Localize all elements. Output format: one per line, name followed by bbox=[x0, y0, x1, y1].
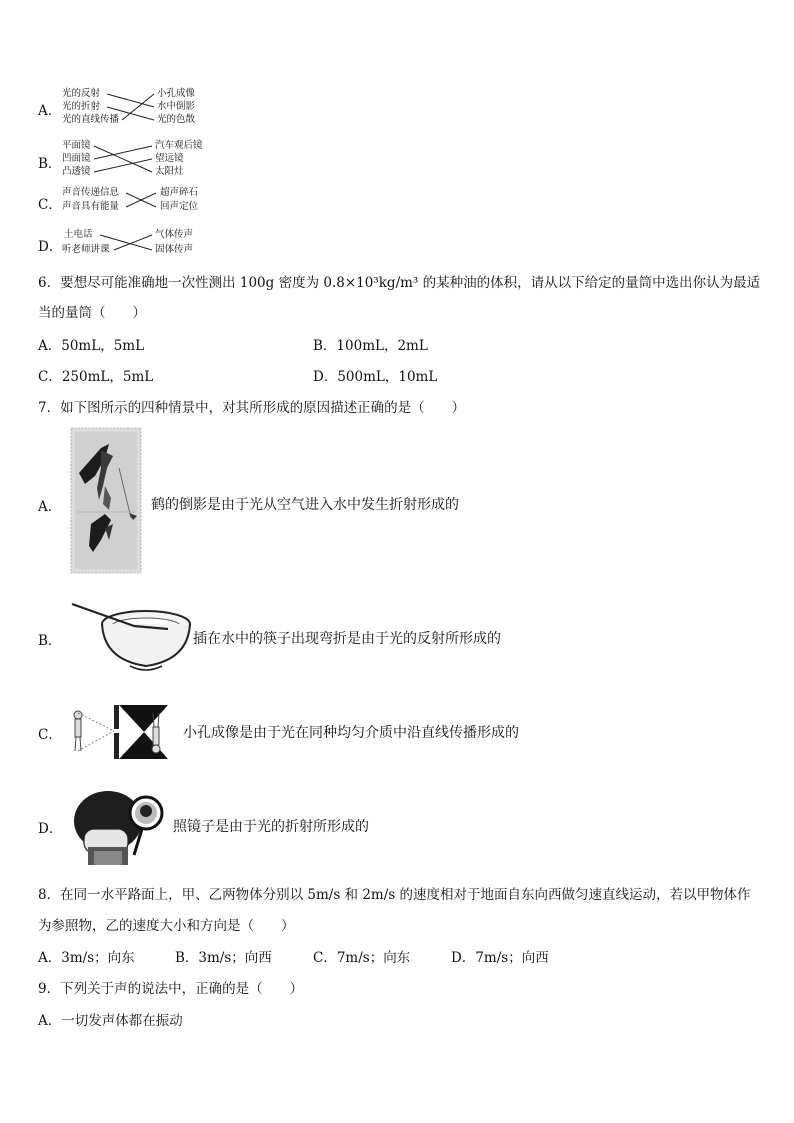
q7-option-c-text: 小孔成像是由于光在同种均匀介质中沿直线传播形成的 bbox=[183, 725, 519, 741]
match-left-item: 凹面镜 bbox=[62, 153, 91, 164]
q7-option-a-letter: A． bbox=[38, 499, 62, 515]
match-left-item: 光的折射 bbox=[62, 101, 101, 112]
match-right-item: 超声碎石 bbox=[160, 187, 199, 198]
q7-option-b-text: 插在水中的筷子出现弯折是由于光的反射所形成的 bbox=[193, 631, 501, 647]
option-letter: A． bbox=[38, 103, 62, 119]
q6-stem-line1: 6．要想尽可能准确地一次性测出 100g 密度为 0.8×10³kg/m³ 的某种油的体积，请从以下给定的量筒中选出你认为最适 bbox=[38, 275, 761, 291]
option-letter: B． bbox=[38, 156, 62, 172]
match-right-item: 固体传声 bbox=[155, 244, 194, 255]
pinhole-camera-image bbox=[70, 703, 170, 763]
q7-option-c-letter: C． bbox=[38, 727, 62, 743]
match-left-item: 声音传递信息 bbox=[62, 187, 120, 198]
q8-option-a: A．3m/s；向东 bbox=[38, 950, 135, 966]
q8-option-b: B．3m/s；向西 bbox=[175, 950, 272, 966]
q7-option-d-letter: D． bbox=[38, 821, 63, 837]
match-right-item: 太阳灶 bbox=[155, 166, 184, 177]
match-right-item: 气体传声 bbox=[155, 229, 194, 240]
match-left-item: 平面镜 bbox=[62, 140, 91, 151]
q9-option-a: A．一切发声体都在振动 bbox=[38, 1013, 183, 1029]
match-right-item: 回声定位 bbox=[160, 201, 199, 212]
q7-stem: 7．如下图所示的四种情景中，对其所形成的原因描述正确的是（ ） bbox=[38, 400, 466, 416]
match-left-item: 土电话 bbox=[64, 229, 93, 240]
q6-option-c: C．250mL，5mL bbox=[38, 369, 154, 385]
match-left-item: 凸透镜 bbox=[62, 166, 91, 177]
mirror-girl-image bbox=[68, 785, 168, 865]
q6-stem-line2: 当的量筒（ ） bbox=[38, 305, 146, 321]
q7-option-b-letter: B． bbox=[38, 633, 62, 649]
q8-option-d: D．7m/s；向西 bbox=[451, 950, 549, 966]
match-left-item: 光的直线传播 bbox=[62, 114, 120, 125]
q6-option-d: D．500mL，10mL bbox=[313, 369, 438, 385]
bowl-chopstick-image bbox=[68, 602, 193, 677]
match-lines bbox=[0, 0, 794, 270]
match-left-item: 听老师讲课 bbox=[62, 244, 110, 255]
q9-stem: 9．下列关于声的说法中，正确的是（ ） bbox=[38, 981, 304, 997]
q8-option-c: C．7m/s；向东 bbox=[313, 950, 411, 966]
match-right-item: 小孔成像 bbox=[157, 88, 196, 99]
q7-option-a-text: 鹤的倒影是由于光从空气进入水中发生折射形成的 bbox=[151, 497, 459, 513]
crane-reflection-image bbox=[71, 428, 141, 573]
match-right-item: 水中倒影 bbox=[157, 101, 196, 112]
match-left-item: 光的反射 bbox=[62, 88, 101, 99]
q6-option-b: B．100mL，2mL bbox=[313, 338, 428, 354]
match-right-item: 汽车观后镜 bbox=[155, 140, 203, 151]
match-right-item: 光的色散 bbox=[157, 114, 196, 125]
q6-option-a: A．50mL，5mL bbox=[38, 338, 145, 354]
option-letter: C． bbox=[38, 197, 62, 213]
match-right-item: 望远镜 bbox=[155, 153, 184, 164]
option-letter: D． bbox=[38, 239, 63, 255]
q8-stem-line2: 为参照物，乙的速度大小和方向是（ ） bbox=[38, 918, 295, 934]
q7-option-d-text: 照镜子是由于光的折射所形成的 bbox=[173, 819, 369, 835]
q8-stem-line1: 8．在同一水平路面上，甲、乙两物体分别以 5m/s 和 2m/s 的速度相对于地面自东向西做匀速直线运动，若以甲物体作 bbox=[38, 887, 751, 903]
match-left-item: 声音具有能量 bbox=[62, 201, 120, 212]
